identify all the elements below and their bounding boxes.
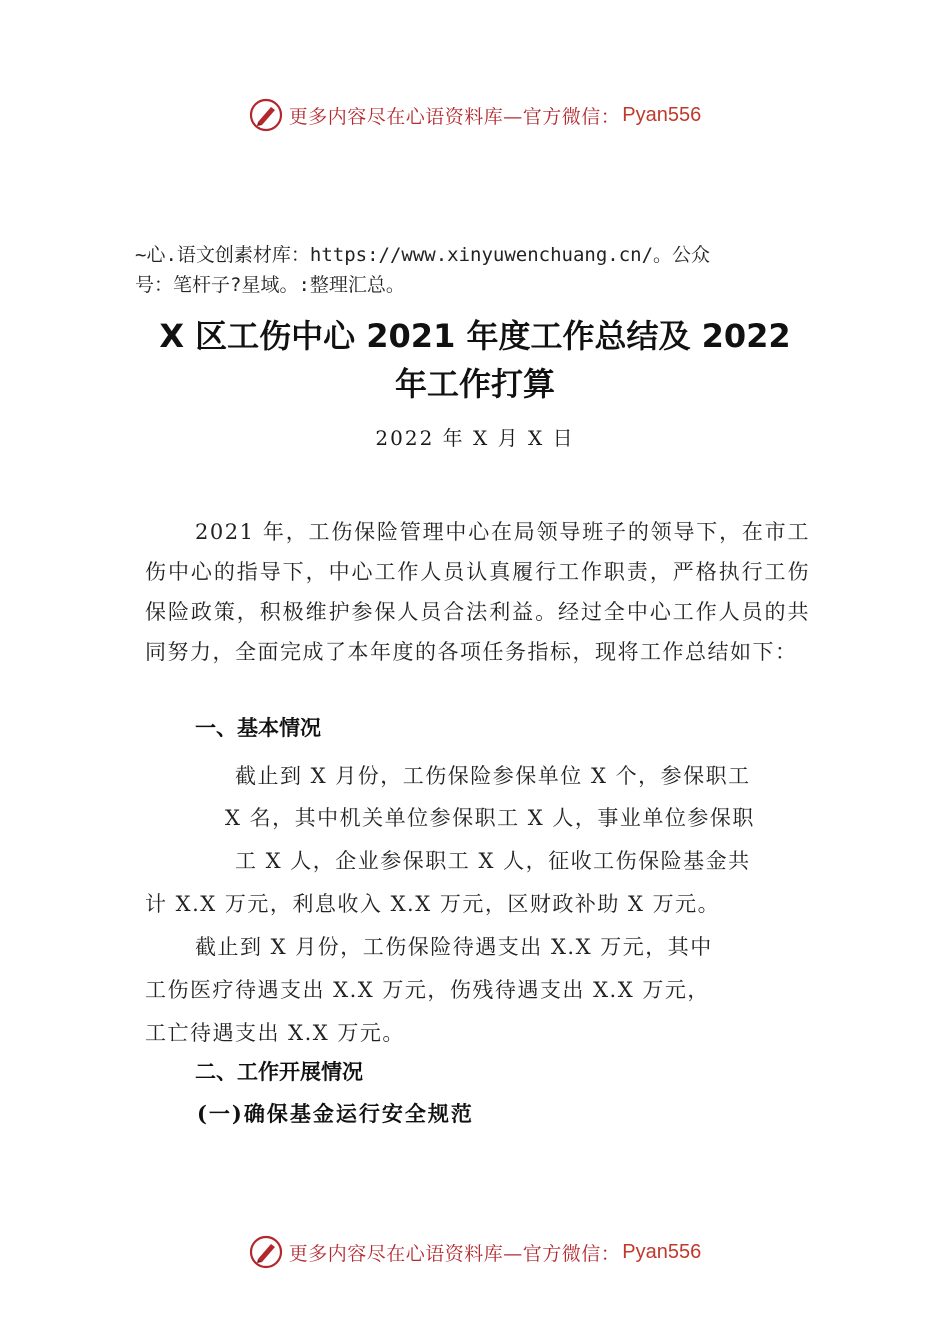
header-watermark-banner <box>0 95 950 135</box>
section1-para1-line-3: 工 X 人，企业参保职工 X 人，征收工伤保险基金共 <box>235 849 751 873</box>
source-note <box>135 240 835 300</box>
section1-para1-line-1: 截止到 X 月份，工伤保险参保单位 X 个，参保职工 <box>235 764 751 788</box>
document-title <box>100 312 850 408</box>
banner-wechat-id: Pyan556 <box>622 1240 702 1263</box>
section1-para2-line-3: 工亡待遇支出 X.X 万元。 <box>145 1021 405 1045</box>
section-heading-basic-situation: 一、基本情况 <box>195 716 321 740</box>
source-note-line-2: 号：笔杆子?星域。:整理汇总。 <box>135 274 405 296</box>
intro-paragraph: 2021 年，工伤保险管理中心在局领导班子的领导下，在市工伤中心的指导下，中心工作人员认真履行工作职责，严格执行工伤保险政策，积极维护参保人员合法利益。经过全中心工作人员的共同努力，全面完成了本年度的各项任务指标，现将工作总结如下： <box>145 520 810 664</box>
document-date: 2022 年 X 月 X 日 <box>375 426 575 450</box>
banner-wechat-id: Pyan556 <box>622 103 702 126</box>
banner-text: 更多内容尽在心语资料库—官方微信： <box>288 105 621 128</box>
subsection-heading-fund-safety: (一)确保基金运行安全规范 <box>197 1101 474 1126</box>
section1-para2-line-2: 工伤医疗待遇支出 X.X 万元，伤残待遇支出 X.X 万元， <box>145 978 710 1002</box>
footer-watermark-banner <box>0 1232 950 1272</box>
pen-logo-icon <box>249 98 283 132</box>
section1-para2-line-1: 截止到 X 月份，工伤保险待遇支出 X.X 万元，其中 <box>195 935 713 959</box>
section1-para1-line-4: 计 X.X 万元，利息收入 X.X 万元，区财政补助 X 万元。 <box>145 892 721 916</box>
title-line-2: 年工作打算 <box>394 365 555 403</box>
banner-text: 更多内容尽在心语资料库—官方微信： <box>288 1242 621 1265</box>
title-line-1: X 区工伤中心 2021 年度工作总结及 2022 <box>159 317 791 355</box>
section-heading-work-progress: 二、工作开展情况 <box>195 1060 363 1084</box>
pen-logo-icon <box>249 1235 283 1269</box>
section1-para1-line-2: X 名，其中机关单位参保职工 X 人，事业单位参保职 <box>225 806 755 830</box>
source-note-line-1: ~心.语文创素材库：https://www.xinyuwenchuang.cn/。公众 <box>135 244 711 266</box>
